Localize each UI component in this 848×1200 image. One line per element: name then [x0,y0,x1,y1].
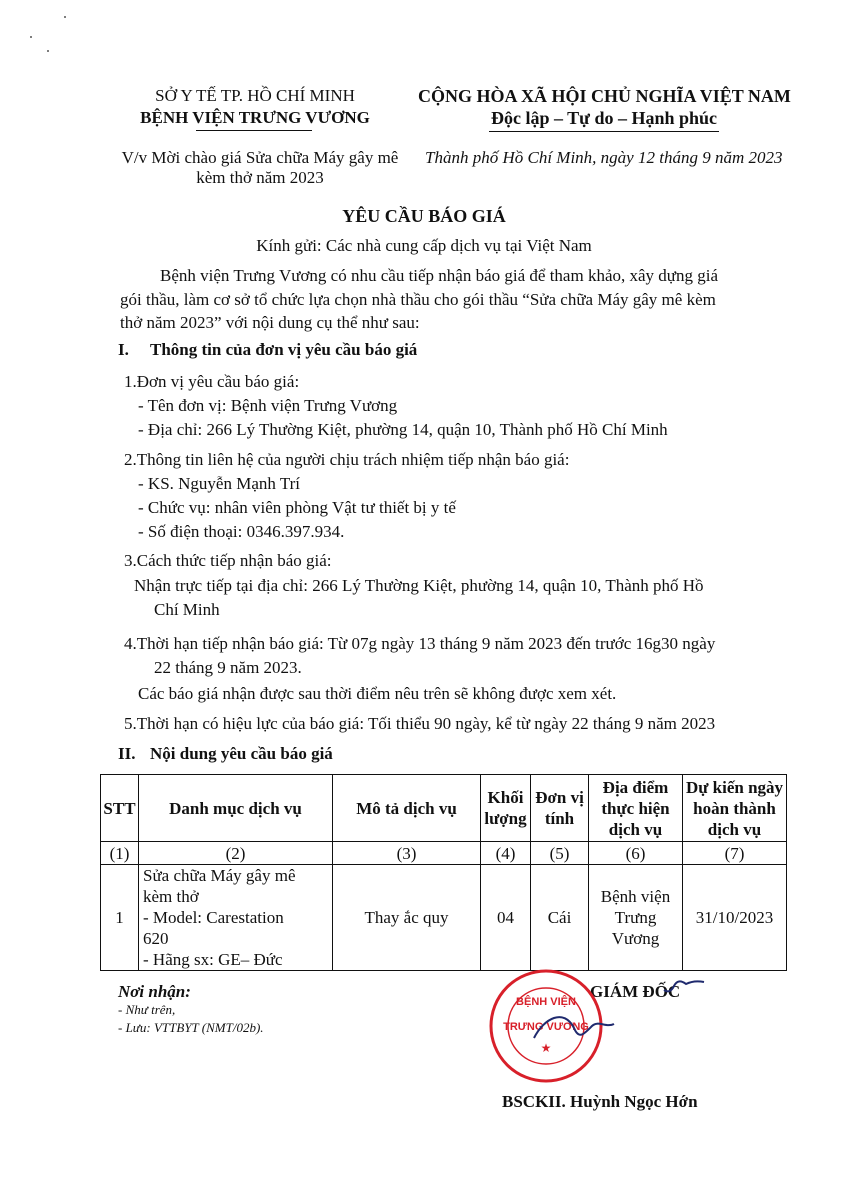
header-unit [531,775,589,842]
header-completion-date [683,775,787,842]
recipients-line-1: - Như trên, [118,1002,176,1017]
item-1-address: - Địa chỉ: 266 Lý Thường Kiệt, phường 14, quận 10, Thành phố Hồ Chí Minh [138,420,668,439]
cell-service-line: Sửa chữa Máy gây mê [143,866,296,885]
cell-location-line: Vương [611,929,660,948]
column-number: (4) [481,842,531,865]
item-4-line-1: 4.Thời hạn tiếp nhận báo giá: Từ 07g ngày 13 tháng 9 năm 2023 đến trước 16g30 ngày [124,634,716,653]
column-number: (1) [101,842,139,865]
item-5: 5.Thời hạn có hiệu lực của báo giá: Tối thiểu 90 ngày, kể từ ngày 22 tháng 9 năm 2023 [124,714,716,733]
header-service-description: Mô tả dịch vụ [333,775,481,842]
header-ministry: SỞ Y TẾ TP. HỒ CHÍ MINH [155,86,355,105]
recipients-line-2: - Lưu: VTTBYT (NMT/02b). [118,1020,264,1035]
section-1-title: Thông tin của đơn vị yêu cầu báo giá [150,340,418,359]
cell-description: Thay ắc quy [333,865,481,971]
cell-service-line: kèm thở [143,887,199,906]
scan-speck [64,16,66,18]
cell-location [589,865,683,971]
header-motto: Độc lập – Tự do – Hạnh phúc [490,108,718,128]
column-number: (7) [683,842,787,865]
header-quantity-line: lượng [484,809,527,828]
signer-name: BSCKII. Huỳnh Ngọc Hớn [502,1092,698,1111]
header-left-underline [196,130,312,131]
addressee: Kính gửi: Các nhà cung cấp dịch vụ tại Việt Nam [256,236,592,255]
header-completion-line: Dự kiến ngày [685,777,784,797]
official-seal [474,968,624,1084]
column-number: (3) [333,842,481,865]
signature-role: GIÁM ĐỐC [590,982,681,1001]
column-number: (5) [531,842,589,865]
header-completion-line: dịch vụ [707,819,762,839]
cell-stt: 1 [101,865,139,971]
scan-speck [47,50,49,52]
initial-mark-icon [660,976,710,996]
header-unit-line: Đơn vị [535,788,584,807]
section-2-number: II. [118,744,136,763]
seal-star-icon: ★ [540,1041,552,1055]
header-quantity [481,775,531,842]
header-quantity-line: Khối [487,788,524,807]
cell-service-line: - Model: Carestation [143,908,284,927]
item-2-phone: - Số điện thoại: 0346.397.934. [138,522,345,541]
header-location-line: dịch vụ [608,819,663,839]
item-2-label: 2.Thông tin liên hệ của người chịu trách nhiệm tiếp nhận báo giá: [124,450,570,469]
item-3-line-2: Chí Minh [154,600,220,619]
item-3-line-1: Nhận trực tiếp tại địa chỉ: 266 Lý Thường Kiệt, phường 14, quận 10, Thành phố Hồ [134,576,704,595]
header-completion-line: hoàn thành [693,798,776,818]
subject-line-1: V/v Mời chào giá Sửa chữa Máy gây mê [121,148,399,167]
cell-completion-date: 31/10/2023 [683,865,787,971]
seal-text-line-2: TRƯNG VƯƠNG [503,1021,589,1033]
header-country: CỘNG HÒA XÃ HỘI CHỦ NGHĨA VIỆT NAM [418,86,791,106]
seal-text-line-1: BỆNH VIỆN [516,996,576,1008]
document-title: YÊU CẦU BÁO GIÁ [342,206,506,226]
column-number: (6) [589,842,683,865]
item-3-label: 3.Cách thức tiếp nhận báo giá: [124,551,332,570]
table-column-number-row [101,842,787,865]
cell-location-line: Trưng [614,908,657,927]
cell-quantity: 04 [481,865,531,971]
cell-service-category [139,865,333,971]
intro-line-1: Bệnh viện Trưng Vương có nhu cầu tiếp nhận báo giá để tham khảo, xây dựng giá [160,266,719,285]
header-unit-line: tính [544,809,575,828]
header-right-underline [489,131,719,132]
header-location-line: Địa điểm [602,777,669,797]
intro-line-3: thở năm 2023” với nội dung cụ thể như sau: [120,313,420,332]
column-number: (2) [139,842,333,865]
place-date: Thành phố Hồ Chí Minh, ngày 12 tháng 9 năm 2023 [425,148,783,167]
section-1-number: I. [118,340,129,359]
table-row [101,865,787,971]
cell-service-line: 620 [143,929,169,948]
header-service-category: Danh mục dịch vụ [139,775,333,842]
item-4-line-3: Các báo giá nhận được sau thời điểm nêu trên sẽ không được xem xét. [138,684,617,703]
cell-unit: Cái [531,865,589,971]
item-1-label: 1.Đơn vị yêu cầu báo giá: [124,372,300,391]
subject-line-2: kèm thở năm 2023 [196,168,324,187]
cell-service-line: - Hãng sx: GE– Đức [143,950,283,969]
cell-location-line: Bệnh viện [600,887,671,906]
item-1-name: - Tên đơn vị: Bệnh viện Trưng Vương [138,396,398,415]
intro-line-2: gói thầu, làm cơ sở tổ chức lựa chọn nhà thầu cho gói thầu “Sửa chữa Máy gây mê kèm [120,290,716,309]
item-4-line-2: 22 tháng 9 năm 2023. [154,658,302,677]
header-location-line: thực hiện [601,798,670,818]
item-2-person: - KS. Nguyễn Mạnh Trí [138,474,300,493]
table-header-row [101,775,787,842]
header-stt: STT [101,775,139,842]
header-location [589,775,683,842]
quote-request-table [100,774,787,971]
header-hospital: BỆNH VIỆN TRƯNG VƯƠNG [140,108,370,127]
section-2-title: Nội dung yêu cầu báo giá [150,744,333,763]
recipients-title: Nơi nhận: [118,982,191,1001]
item-2-position: - Chức vụ: nhân viên phòng Vật tư thiết bị y tế [138,498,456,517]
scan-speck [30,36,32,38]
